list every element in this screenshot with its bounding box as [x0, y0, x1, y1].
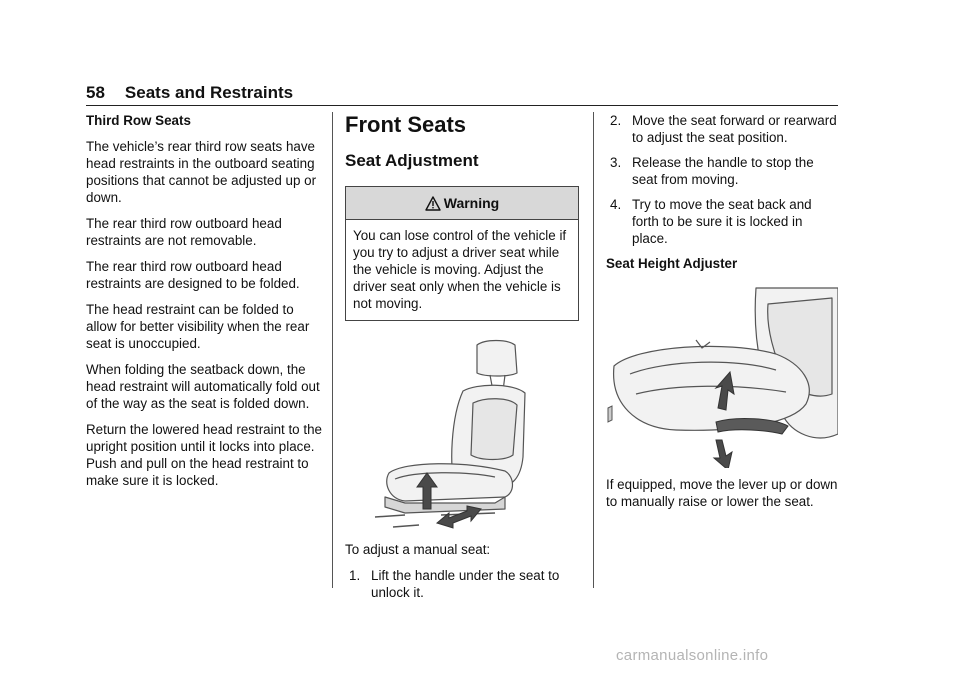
step-text: Try to move the seat back and forth to be sure it is locked in place. [632, 197, 812, 246]
seat-adjustment-heading: Seat Adjustment [345, 151, 479, 170]
step-text: Lift the handle under the seat to unlock it. [371, 568, 560, 600]
page-number: 58 [86, 83, 105, 102]
paragraph: Return the lowered head restraint to the upright position until it locks into place. Push and pull on the head restraint to make sure it is locked. [86, 422, 322, 488]
paragraph: When folding the seatback down, the head restraint will automatically fold out of the way as the seat is folded down. [86, 362, 320, 411]
right-column [606, 112, 838, 519]
warning-header [346, 187, 578, 220]
third-row-seats-heading: Third Row Seats [86, 113, 191, 128]
paragraph: The vehicle’s rear third row seats have head restraints in the outboard seating positions that cannot be adjusted up or down. [86, 139, 317, 205]
step-text: Move the seat forward or rearward to adjust the seat position. [632, 113, 837, 145]
seat-height-adjuster-heading: Seat Height Adjuster [606, 256, 738, 271]
list-item [606, 196, 838, 247]
steps-list [606, 112, 838, 247]
step-number: 1. [349, 568, 361, 583]
paragraph: The rear third row outboard head restraints are not removable. [86, 216, 282, 248]
paragraph: The head restraint can be folded to allow for better visibility when the rear seat is unoccupied. [86, 302, 310, 351]
step-number: 2. [610, 113, 622, 128]
paragraph: The rear third row outboard head restraints are designed to be folded. [86, 259, 300, 291]
seat-height-illustration [606, 284, 838, 468]
page-header [86, 82, 838, 106]
warning-text: You can lose control of the vehicle if you try to adjust a driver seat while the vehicle is moving. Adjust the driver seat only when the vehicle is not moving. [353, 228, 567, 311]
steps-list [345, 567, 579, 601]
middle-column [345, 112, 579, 609]
down-arrow-icon [714, 440, 732, 468]
front-seats-heading: Front Seats [345, 112, 467, 137]
column-divider-left [332, 112, 333, 588]
manual-seat-intro: To adjust a manual seat: [345, 542, 491, 557]
height-adjuster-text: If equipped, move the lever up or down to manually raise or lower the seat. [606, 477, 838, 509]
step-number: 3. [610, 155, 622, 170]
warning-triangle-icon [425, 196, 441, 211]
step-text: Release the handle to stop the seat from moving. [632, 155, 814, 187]
left-column [86, 112, 322, 498]
list-item [606, 154, 838, 188]
section-title: Seats and Restraints [124, 83, 294, 102]
list-item [345, 567, 579, 601]
warning-label: Warning [443, 195, 500, 211]
warning-box [345, 186, 579, 321]
step-number: 4. [610, 197, 622, 212]
column-divider-right [593, 112, 594, 588]
watermark-text: carmanualsonline.info [616, 647, 769, 664]
list-item [606, 112, 838, 146]
manual-seat-illustration [345, 337, 579, 537]
